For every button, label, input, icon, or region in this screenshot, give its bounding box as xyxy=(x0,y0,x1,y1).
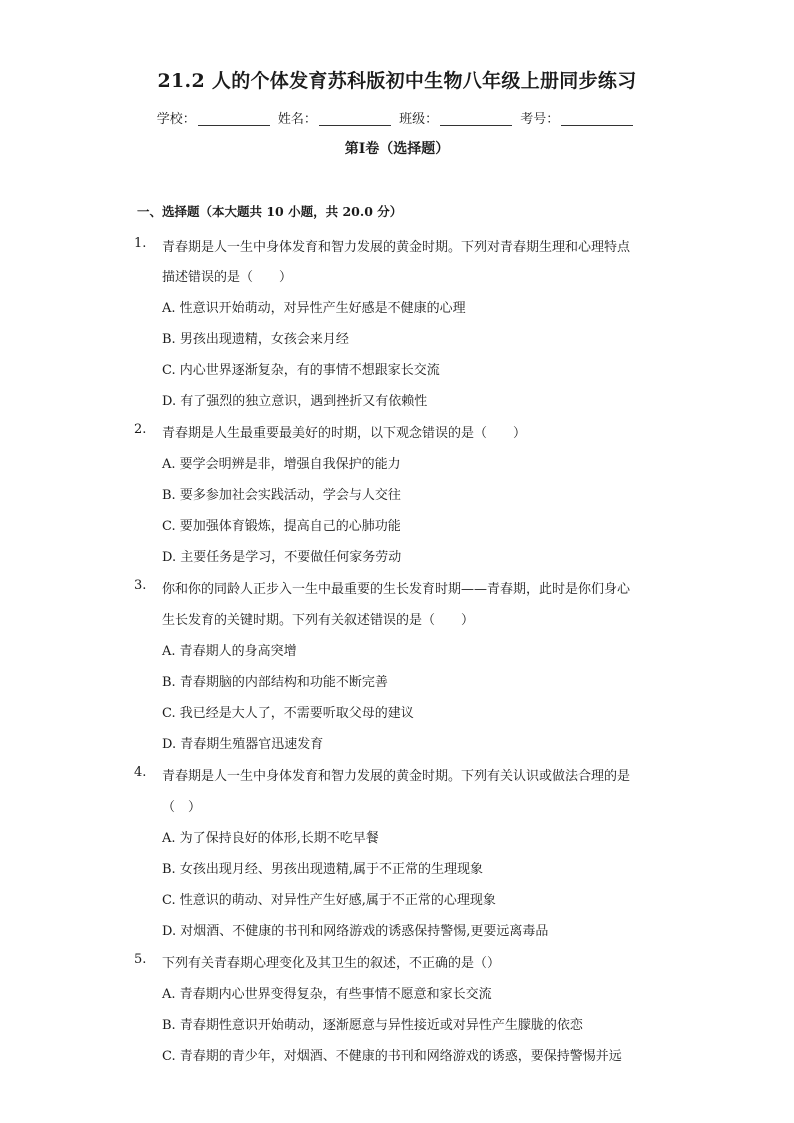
option-b: B. 女孩出现月经、男孩出现遗精,属于不正常的生理现象 xyxy=(162,862,483,877)
option-b: B. 青春期脑的内部结构和功能不断完善 xyxy=(162,675,388,690)
option-c: C. 要加强体育锻炼，提高自己的心肺功能 xyxy=(162,519,401,534)
volume-title: 第Ⅰ卷（选择题） xyxy=(344,141,450,157)
school-blank xyxy=(198,112,270,126)
document-title: 21.2 人的个体发育苏科版初中生物八年级上册同步练习 xyxy=(157,70,637,92)
option-b: B. 男孩出现遗精，女孩会来月经 xyxy=(162,332,349,347)
question-stem-line: （ ） xyxy=(162,800,202,815)
option-c: C. 内心世界逐渐复杂，有的事情不想跟家长交流 xyxy=(162,363,440,378)
option-c: C. 青春期的青少年，对烟酒、不健康的书刊和网络游戏的诱惑，要保持警惕并远 xyxy=(162,1049,622,1064)
section-heading: 一、选择题（本大题共 10 小题，共 20.0 分） xyxy=(137,204,403,219)
question-stem-line: 青春期是人一生中身体发育和智力发展的黄金时期。下列有关认识或做法合理的是 xyxy=(162,769,631,784)
question-number: 4. xyxy=(134,765,147,780)
question-stem-line: 你和你的同龄人正步入一生中最重要的生长发育时期——青春期，此时是你们身心 xyxy=(162,582,631,597)
class-label: 班级： xyxy=(399,112,439,127)
question-stem-line: 下列有关青春期心理变化及其卫生的叙述，不正确的是（） xyxy=(162,956,501,971)
question-number: 3. xyxy=(134,578,147,593)
option-a: A. 为了保持良好的体形,长期不吃早餐 xyxy=(162,831,379,846)
option-d: D. 青春期生殖器官迅速发育 xyxy=(162,737,324,752)
class-blank xyxy=(440,112,512,126)
question-stem-line: 生长发育的关键时期。下列有关叙述错误的是（ ） xyxy=(162,613,475,628)
question-number: 2. xyxy=(134,422,147,437)
school-label: 学校： xyxy=(156,112,196,127)
option-a: A. 要学会明辨是非，增强自我保护的能力 xyxy=(162,457,401,472)
question-number: 5. xyxy=(134,952,147,967)
option-d: D. 有了强烈的独立意识，遇到挫折又有依赖性 xyxy=(162,394,428,409)
question-stem-line: 青春期是人一生中身体发育和智力发展的黄金时期。下列对青春期生理和心理特点 xyxy=(162,240,631,255)
question-number: 1. xyxy=(134,236,147,251)
option-a: A. 青春期内心世界变得复杂，有些事情不愿意和家长交流 xyxy=(162,987,492,1002)
option-b: B. 青春期性意识开始萌动，逐渐愿意与异性接近或对异性产生朦胧的依恋 xyxy=(162,1018,583,1033)
option-d: D. 主要任务是学习，不要做任何家务劳动 xyxy=(162,550,402,565)
exam-number-blank xyxy=(561,112,633,126)
option-a: A. 性意识开始萌动，对异性产生好感是不健康的心理 xyxy=(162,301,466,316)
question-stem-line: 描述错误的是（ ） xyxy=(162,270,293,285)
option-c: C. 我已经是大人了，不需要听取父母的建议 xyxy=(162,706,414,721)
question-stem-line: 青春期是人生最重要最美好的时期，以下观念错误的是（ ） xyxy=(162,426,527,441)
name-blank xyxy=(319,112,391,126)
exam-number-label: 考号： xyxy=(520,112,560,127)
option-c: C. 性意识的萌动、对异性产生好感,属于不正常的心理现象 xyxy=(162,893,496,908)
student-info-row xyxy=(0,108,794,127)
option-b: B. 要多参加社会实践活动，学会与人交往 xyxy=(162,488,401,503)
option-a: A. 青春期人的身高突增 xyxy=(162,644,297,659)
option-d: D. 对烟酒、不健康的书刊和网络游戏的诱惑保持警惕,更要远离毒品 xyxy=(162,924,549,939)
name-label: 姓名： xyxy=(277,112,317,127)
